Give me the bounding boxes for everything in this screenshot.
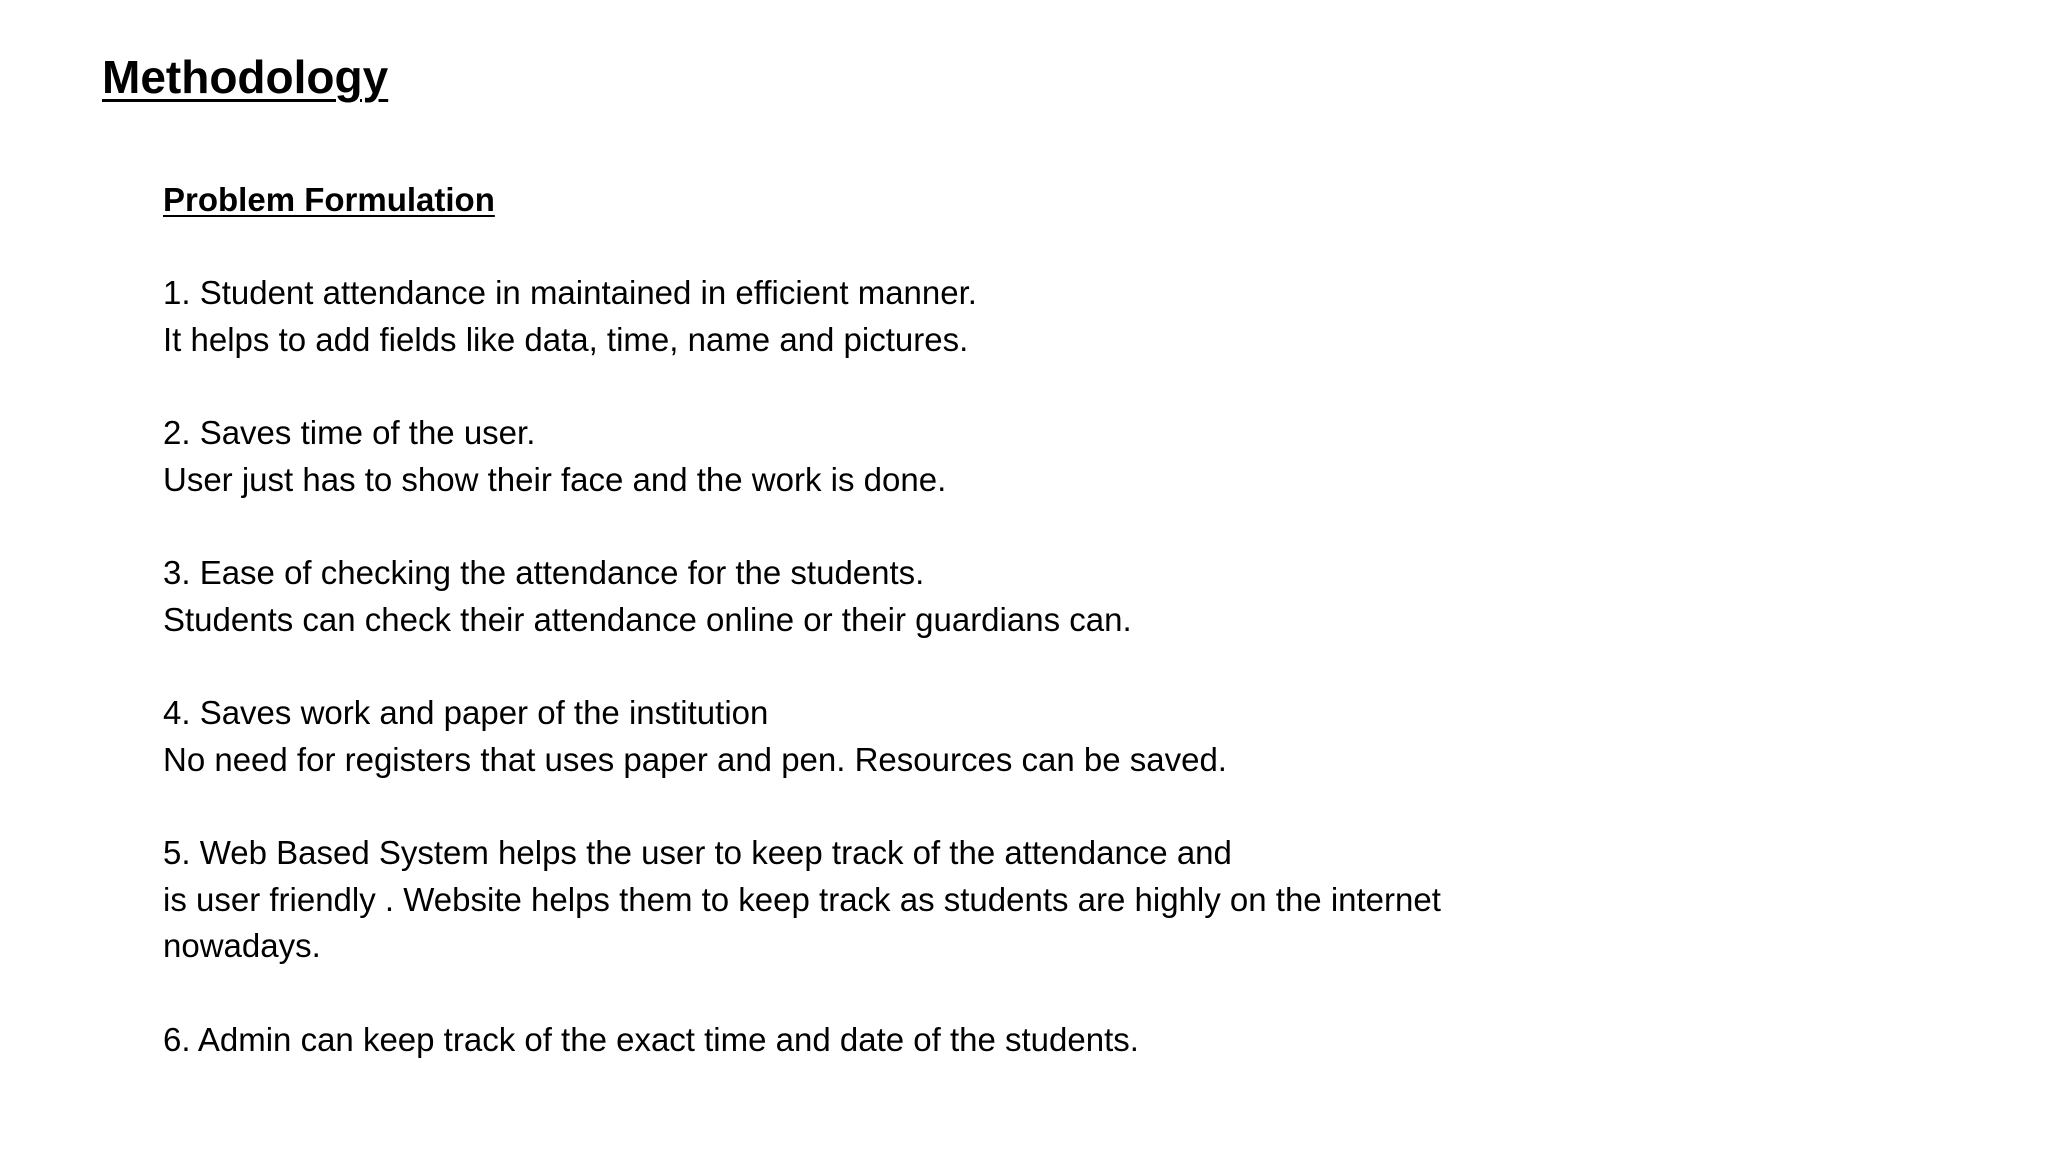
item-heading: 2. Saves time of the user. bbox=[163, 414, 536, 451]
item-detail: Students can check their attendance online or their guardians can. bbox=[163, 600, 1132, 638]
list-item-6 bbox=[163, 1017, 1923, 1064]
section-subtitle: Problem Formulation bbox=[163, 181, 495, 218]
item-heading: 4. Saves work and paper of the institution bbox=[163, 694, 769, 731]
slide-title: Methodology bbox=[102, 51, 389, 103]
list-item-3 bbox=[163, 550, 1923, 643]
list-item-2 bbox=[163, 410, 1923, 503]
list-item-4 bbox=[163, 690, 1923, 783]
item-detail: It helps to add fields like data, time, name and pictures. bbox=[163, 320, 969, 358]
item-heading: 6. Admin can keep track of the exact time and date of the students. bbox=[163, 1020, 1139, 1058]
list-item-5 bbox=[163, 830, 1923, 970]
item-heading: 3. Ease of checking the attendance for the students. bbox=[163, 554, 925, 591]
item-heading: 1. Student attendance in maintained in efficient manner. bbox=[163, 274, 977, 311]
list-item-1 bbox=[163, 270, 1923, 363]
item-detail: is user friendly . Website helps them to keep track as students are highly on the internet bbox=[163, 880, 1441, 918]
item-heading: 5. Web Based System helps the user to keep track of the attendance and bbox=[163, 834, 1232, 871]
item-detail: User just has to show their face and the work is done. bbox=[163, 460, 947, 498]
item-detail: No need for registers that uses paper and pen. Resources can be saved. bbox=[163, 740, 1227, 778]
slide-body bbox=[163, 177, 1923, 1063]
item-detail: nowadays. bbox=[163, 927, 321, 964]
